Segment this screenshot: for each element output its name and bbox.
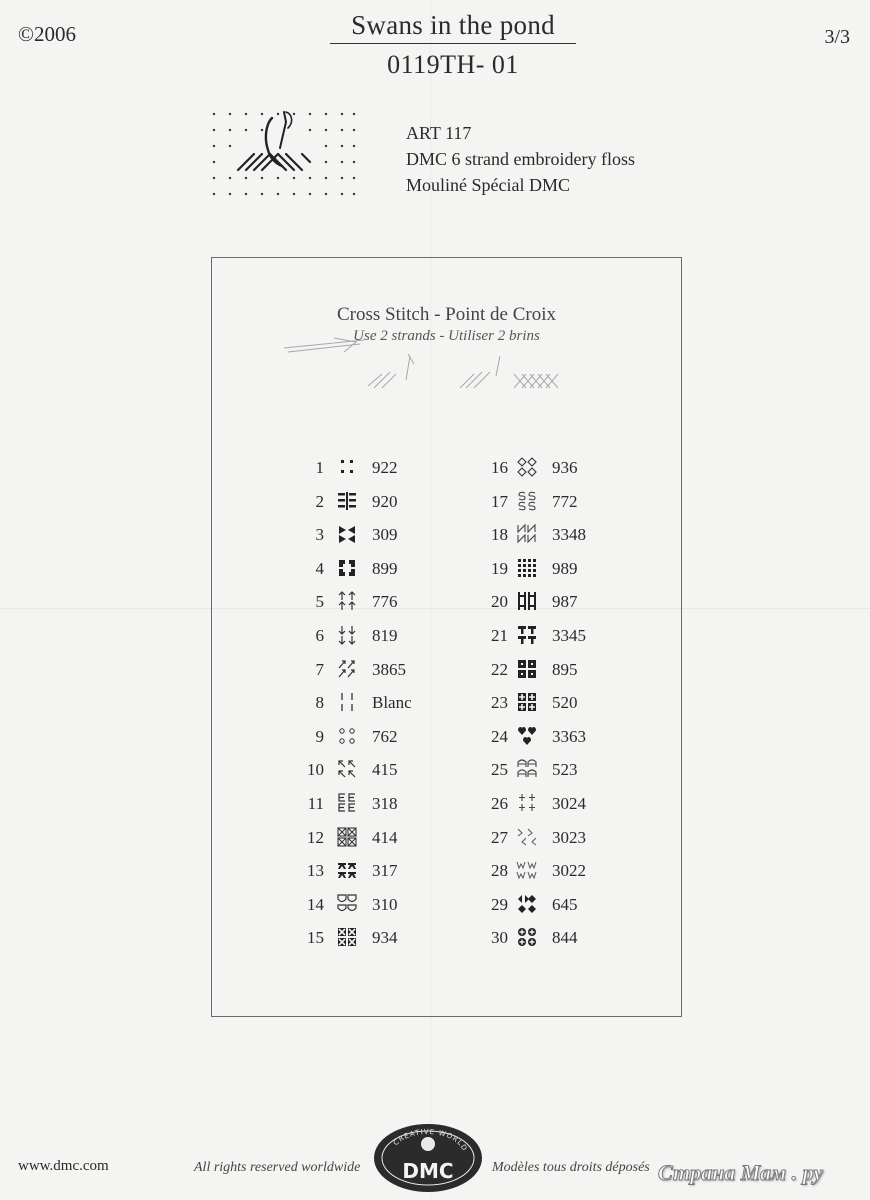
logo-text: DMC	[402, 1159, 454, 1183]
floss-description-fr: Mouliné Spécial DMC	[406, 175, 570, 195]
row-number: 23	[491, 693, 508, 713]
dmc-code: 895	[552, 659, 578, 679]
dmc-code: 645	[552, 894, 578, 914]
row-number: 19	[491, 558, 508, 578]
legend-row	[292, 622, 462, 656]
legend-row	[472, 891, 642, 925]
dmc-code: 3865	[372, 659, 406, 679]
row-number: 13	[307, 861, 324, 881]
row-number: 20	[491, 592, 508, 612]
pattern-code: 0119TH- 01	[387, 50, 519, 79]
row-number: 2	[315, 491, 324, 511]
copyright: ©2006	[18, 22, 76, 46]
hash-cross-icon	[516, 792, 538, 814]
legend-title: Cross Stitch - Point de Croix	[336, 304, 557, 325]
row-number: 21	[491, 625, 508, 645]
legend-column-left	[292, 454, 462, 958]
legend-row	[292, 454, 462, 488]
row-number: 8	[315, 693, 324, 713]
page-number: 3/3	[824, 26, 850, 48]
shields-icon	[336, 893, 358, 915]
floss-info	[406, 120, 635, 198]
dot-grid-icon	[516, 557, 538, 579]
row-number: 26	[491, 793, 508, 813]
row-number: 7	[315, 659, 324, 679]
row-number: 9	[315, 726, 324, 746]
arrowheads-icon	[336, 523, 358, 545]
legend-row	[292, 588, 462, 622]
dmc-code: 989	[552, 558, 578, 578]
cross-stitch-sample-icon	[264, 330, 604, 426]
dmc-code: 844	[552, 928, 578, 948]
logo-ring-text: CREATIVE WORLD	[391, 1127, 469, 1153]
legend-row	[472, 723, 642, 757]
dmc-code: 310	[372, 894, 398, 914]
title-block	[330, 10, 576, 80]
legend-row	[472, 555, 642, 589]
dmc-code: 3023	[552, 827, 586, 847]
footer-rights-fr: Modèles tous droits déposés	[492, 1160, 650, 1175]
row-number: 17	[491, 491, 508, 511]
dmc-code: 523	[552, 760, 578, 780]
four-dots-icon	[336, 456, 358, 478]
legend-row	[472, 588, 642, 622]
dmc-code: 309	[372, 525, 398, 545]
legend-row	[292, 891, 462, 925]
dmc-code: 762	[372, 726, 398, 746]
dmc-code: 3022	[552, 861, 586, 881]
legend-subtitle: Use 2 strands - Utiliser 2 brins	[353, 328, 540, 344]
letter-a-icon	[516, 758, 538, 780]
letter-e-icon	[336, 792, 358, 814]
legend-row	[292, 723, 462, 757]
vertical-lines-icon	[336, 691, 358, 713]
row-number: 18	[491, 525, 508, 545]
color-legend-box	[211, 257, 682, 1017]
legend-column-right	[472, 454, 642, 958]
filled-boxed-x-icon	[336, 926, 358, 948]
legend-row	[472, 488, 642, 522]
dmc-code: 520	[552, 693, 578, 713]
row-number: 6	[315, 625, 324, 645]
legend-row	[292, 656, 462, 690]
row-number: 15	[307, 928, 324, 948]
dmc-code: 899	[372, 558, 398, 578]
dmc-code: 3363	[552, 726, 586, 746]
row-number: 27	[491, 827, 508, 847]
letter-i-icon	[516, 523, 538, 545]
dmc-code: 318	[372, 793, 398, 813]
row-number: 11	[307, 793, 324, 813]
double-arrows-icon	[516, 893, 538, 915]
dmc-code: 934	[372, 928, 398, 948]
legend-row	[292, 555, 462, 589]
legend-row	[292, 756, 462, 790]
bracket-blocks-icon	[336, 557, 358, 579]
legend-row	[472, 689, 642, 723]
dmc-code: 819	[372, 625, 398, 645]
legend-row	[292, 924, 462, 958]
floss-description-en: DMC 6 strand embroidery floss	[406, 149, 635, 169]
h-bars-icon	[516, 590, 538, 612]
plus-circles-icon	[516, 926, 538, 948]
legend-row	[472, 790, 642, 824]
legend-row	[472, 656, 642, 690]
corner-arrows-icon	[336, 758, 358, 780]
dmc-code: 317	[372, 861, 398, 881]
chevrons-icon	[516, 826, 538, 848]
footer-rights-en: All rights reserved worldwide	[194, 1160, 361, 1175]
small-circles-icon	[336, 725, 358, 747]
legend-row	[292, 689, 462, 723]
legend-row	[292, 857, 462, 891]
row-number: 24	[491, 726, 508, 746]
dmc-code: Blanc	[372, 693, 412, 713]
legend-row	[472, 756, 642, 790]
dmc-logo	[372, 1122, 484, 1194]
boxed-x-icon	[336, 826, 358, 848]
legend-row	[292, 790, 462, 824]
dmc-code: 776	[372, 592, 398, 612]
dmc-code: 922	[372, 458, 398, 477]
letter-s-icon	[516, 490, 538, 512]
hearts-icon	[516, 725, 538, 747]
up-arrows-icon	[336, 590, 358, 612]
dmc-code: 936	[552, 458, 578, 477]
pattern-title: Swans in the pond	[330, 10, 576, 44]
watermark: Страна Мам . ру	[658, 1160, 824, 1185]
dmc-code: 987	[552, 592, 578, 612]
row-number: 16	[491, 458, 508, 477]
legend-row	[472, 924, 642, 958]
legend-row	[472, 824, 642, 858]
row-number: 25	[491, 760, 508, 780]
row-number: 12	[307, 827, 324, 847]
row-number: 10	[307, 760, 324, 780]
row-number: 14	[307, 894, 324, 914]
t-shapes-icon	[516, 624, 538, 646]
row-number: 1	[315, 458, 324, 477]
dmc-code: 920	[372, 491, 398, 511]
row-number: 30	[491, 928, 508, 948]
floss-art-number: ART 117	[406, 123, 472, 143]
legend-row	[472, 622, 642, 656]
cross-squares-icon	[516, 691, 538, 713]
letter-w-icon	[516, 859, 538, 881]
legend-row	[292, 521, 462, 555]
legend-row	[472, 857, 642, 891]
row-number: 22	[491, 659, 508, 679]
legend-row	[472, 521, 642, 555]
row-number: 29	[491, 894, 508, 914]
legend-row	[292, 824, 462, 858]
row-number: 3	[315, 525, 324, 545]
bow-ties-icon	[336, 859, 358, 881]
filled-squares-icon	[516, 658, 538, 680]
legend-row	[472, 454, 642, 488]
diagonal-arrows-icon	[336, 658, 358, 680]
bars-grid-icon	[336, 490, 358, 512]
dmc-code: 3024	[552, 793, 586, 813]
dmc-code: 414	[372, 827, 398, 847]
diamonds-icon	[516, 456, 538, 478]
row-number: 28	[491, 861, 508, 881]
down-arrows-icon	[336, 624, 358, 646]
dmc-code: 3345	[552, 625, 586, 645]
row-number: 4	[315, 558, 324, 578]
legend-row	[292, 488, 462, 522]
dmc-code: 772	[552, 491, 578, 511]
stitch-grid-dots	[213, 113, 355, 195]
footer-url[interactable]: www.dmc.com	[18, 1158, 109, 1174]
dmc-code: 415	[372, 760, 398, 780]
row-number: 5	[315, 592, 324, 612]
dmc-code: 3348	[552, 525, 586, 545]
needle-stitch-icon	[210, 108, 358, 200]
